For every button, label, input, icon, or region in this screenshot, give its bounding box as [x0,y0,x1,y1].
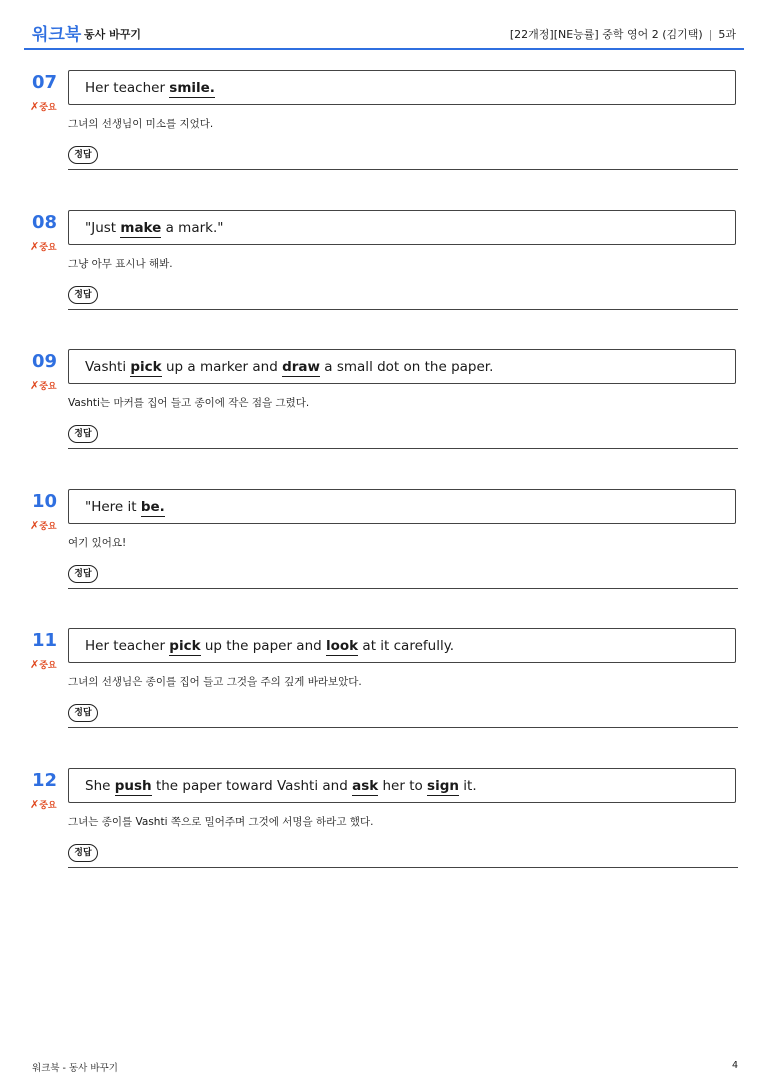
item-divider [68,169,738,170]
target-verb: push [114,777,152,794]
item-divider [68,448,738,449]
important-tag-label: 중요 [39,521,57,532]
answer-button[interactable]: 정답 [68,565,98,583]
question-number: 09 [32,351,58,372]
sentence-segment: up the paper and [200,638,326,654]
target-verb: smile. [169,80,215,96]
sentence-segment: She [85,777,115,794]
sentence-box [68,210,736,245]
sentence-box [68,768,736,803]
sentence-segment: a small dot on the paper. [320,359,494,375]
page-header [24,0,744,50]
important-tag-label: 중요 [39,382,57,392]
question-item [24,628,744,748]
korean-translation: Vashti는 마커를 집어 들고 종이에 작은 점을 그렸다. [68,397,310,409]
sentence-segment: a mark." [161,219,224,236]
sentence-segment: Her teacher [85,80,170,96]
question-number: 10 [32,490,58,512]
important-tag-label: 중요 [39,661,57,671]
item-divider [68,727,738,728]
sentence-text [85,778,477,794]
important-tag-label: 중요 [39,103,57,113]
question-item [24,349,744,469]
target-verb: be. [140,498,165,515]
sentence-segment: "Here it [85,498,141,515]
course-title: [22개정][NE능률] 중학 영어 2 (김기택) [509,28,703,41]
sentence-text [85,220,223,236]
item-divider [68,588,738,589]
footer-label: 워크북 - 동사 바꾸기 [32,1063,118,1074]
page-number: 4 [731,1060,738,1071]
target-verb: make [120,219,162,236]
sentence-box [68,70,736,105]
question-item [24,210,744,330]
target-verb: pick [169,638,201,654]
question-number: 07 [32,72,58,93]
sentence-segment: at it carefully. [358,638,455,654]
item-divider [68,309,738,310]
important-tag [30,379,57,392]
fox-mark-icon: ✗ [30,239,40,253]
important-tag [30,240,57,253]
course-info [510,26,736,42]
sentence-segment: her to [378,777,428,794]
answer-button[interactable]: 정답 [68,286,98,304]
header-separator: | [708,28,713,41]
korean-translation: 그녀의 선생님은 종이를 집어 들고 그것을 주의 깊게 바라보았다. [68,676,362,688]
question-number: 12 [32,769,58,791]
target-verb: draw [282,359,320,375]
sentence-box [68,349,736,384]
sentence-segment: the paper toward Vashti and [151,777,353,794]
fox-mark-icon: ✗ [30,518,40,532]
brand-title: 워크북 [32,25,82,45]
lesson-label: 5과 [718,28,736,41]
section-subtitle: 동사 바꾸기 [84,28,141,41]
question-item [24,768,744,888]
sentence-segment: Her teacher [85,638,170,654]
fox-mark-icon: ✗ [30,797,40,811]
target-verb: look [325,638,359,654]
question-number: 11 [32,630,58,651]
sentence-segment: "Just [85,219,121,236]
important-tag [30,100,57,113]
answer-button[interactable]: 정답 [68,146,98,164]
answer-button[interactable]: 정답 [68,844,98,862]
question-item [24,489,744,609]
sentence-text [85,638,454,654]
sentence-segment: up a marker and [161,359,283,375]
target-verb: sign [427,777,459,794]
important-tag [30,519,57,532]
important-tag-label: 중요 [39,242,57,253]
question-item [24,70,744,190]
question-number: 08 [32,211,58,233]
target-verb: pick [130,359,162,375]
sentence-box [68,628,736,663]
korean-translation: 그냥 아무 표시나 해봐. [68,257,173,270]
sentence-text [85,80,215,96]
answer-button[interactable]: 정답 [68,425,98,443]
korean-translation: 그녀는 종이를 Vashti 쪽으로 밀어주며 그것에 서명을 하라고 했다. [68,815,374,828]
target-verb: ask [352,777,379,794]
sentence-text [85,359,493,375]
sentence-segment: it. [458,777,477,794]
fox-mark-icon: ✗ [30,100,40,113]
sentence-box [68,489,736,524]
important-tag [30,658,57,671]
fox-mark-icon: ✗ [30,379,40,392]
korean-translation: 그녀의 선생님이 미소를 지었다. [68,118,214,130]
fox-mark-icon: ✗ [30,658,40,671]
sentence-segment: Vashti [85,359,131,375]
korean-translation: 여기 있어요! [68,536,127,549]
answer-button[interactable]: 정답 [68,704,98,722]
important-tag-label: 중요 [39,800,57,811]
item-divider [68,867,738,868]
important-tag [30,798,57,811]
sentence-text [85,499,165,515]
